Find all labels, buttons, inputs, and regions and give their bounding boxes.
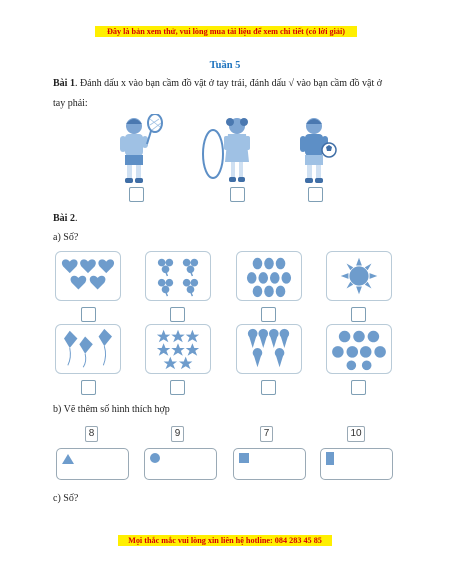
card-stars bbox=[145, 324, 211, 374]
number-tag-7: 7 bbox=[260, 426, 273, 442]
draw-box-square[interactable] bbox=[233, 448, 306, 480]
count-box-hearts[interactable] bbox=[81, 307, 96, 322]
exercise-1-text bbox=[53, 74, 403, 94]
card-kites bbox=[55, 324, 121, 374]
part-c-label: c) Số? bbox=[53, 493, 79, 504]
number-tag-9: 9 bbox=[171, 426, 184, 442]
number-tag-8: 8 bbox=[85, 426, 98, 442]
count-box-circles[interactable] bbox=[351, 380, 366, 395]
square-icon bbox=[234, 449, 307, 481]
hearts-icon bbox=[56, 252, 120, 300]
boy-with-racket-figure bbox=[112, 114, 170, 188]
card-beetles bbox=[236, 251, 302, 301]
count-box-stars[interactable] bbox=[170, 380, 185, 395]
kite-icon bbox=[56, 325, 120, 373]
star-icon bbox=[146, 325, 210, 373]
count-box-sun[interactable] bbox=[351, 307, 366, 322]
ice-cream-icon bbox=[237, 325, 301, 373]
exercise-1-instruction: . Đánh dấu x vào bạn cầm đồ vật ở tay trái, đánh dấu √ vào bạn cầm đồ vật ở bbox=[74, 78, 383, 89]
part-b-label: b) Vẽ thêm số hình thích hợp bbox=[53, 404, 170, 415]
card-circles bbox=[326, 324, 392, 374]
answer-box-1[interactable] bbox=[129, 187, 144, 202]
circle-icon bbox=[327, 325, 391, 373]
card-ice-creams bbox=[236, 324, 302, 374]
number-tag-10: 10 bbox=[347, 426, 365, 442]
girl-with-hoop-figure bbox=[199, 114, 257, 188]
circle-shape-icon bbox=[145, 449, 218, 481]
beetle-icon bbox=[237, 252, 301, 300]
clover-icon bbox=[146, 252, 210, 300]
answer-box-2[interactable] bbox=[230, 187, 245, 202]
exercise-1-instruction-cont: tay phải: bbox=[53, 98, 88, 109]
draw-box-triangle[interactable] bbox=[56, 448, 129, 480]
preview-banner: Đây là bản xem thử, vui lòng mua tài liệu để xem chi tiết (có lời giải) bbox=[95, 26, 357, 37]
exercise-2-label: Bài 2 bbox=[53, 213, 75, 224]
part-a-label: a) Số? bbox=[53, 232, 79, 243]
hotline-banner: Mọi thắc mắc vui lòng xin liên hệ hotline: 084 283 45 85 bbox=[118, 535, 332, 546]
count-box-clovers[interactable] bbox=[170, 307, 185, 322]
card-sun bbox=[326, 251, 392, 301]
exercise-1-label: Bài 1 bbox=[53, 78, 75, 89]
sun-icon bbox=[327, 252, 391, 300]
card-clovers bbox=[145, 251, 211, 301]
count-box-beetles[interactable] bbox=[261, 307, 276, 322]
rectangle-icon bbox=[321, 449, 394, 481]
draw-box-circle[interactable] bbox=[144, 448, 217, 480]
count-box-kites[interactable] bbox=[81, 380, 96, 395]
answer-box-3[interactable] bbox=[308, 187, 323, 202]
exercise-2-label-suffix: . bbox=[74, 213, 78, 224]
exercise-2-heading bbox=[53, 209, 77, 229]
page-title: Tuần 5 bbox=[209, 60, 241, 71]
count-box-ice-creams[interactable] bbox=[261, 380, 276, 395]
card-hearts bbox=[55, 251, 121, 301]
triangle-icon bbox=[57, 449, 130, 481]
boy-with-ball-figure bbox=[292, 114, 350, 188]
draw-box-rectangle[interactable] bbox=[320, 448, 393, 480]
